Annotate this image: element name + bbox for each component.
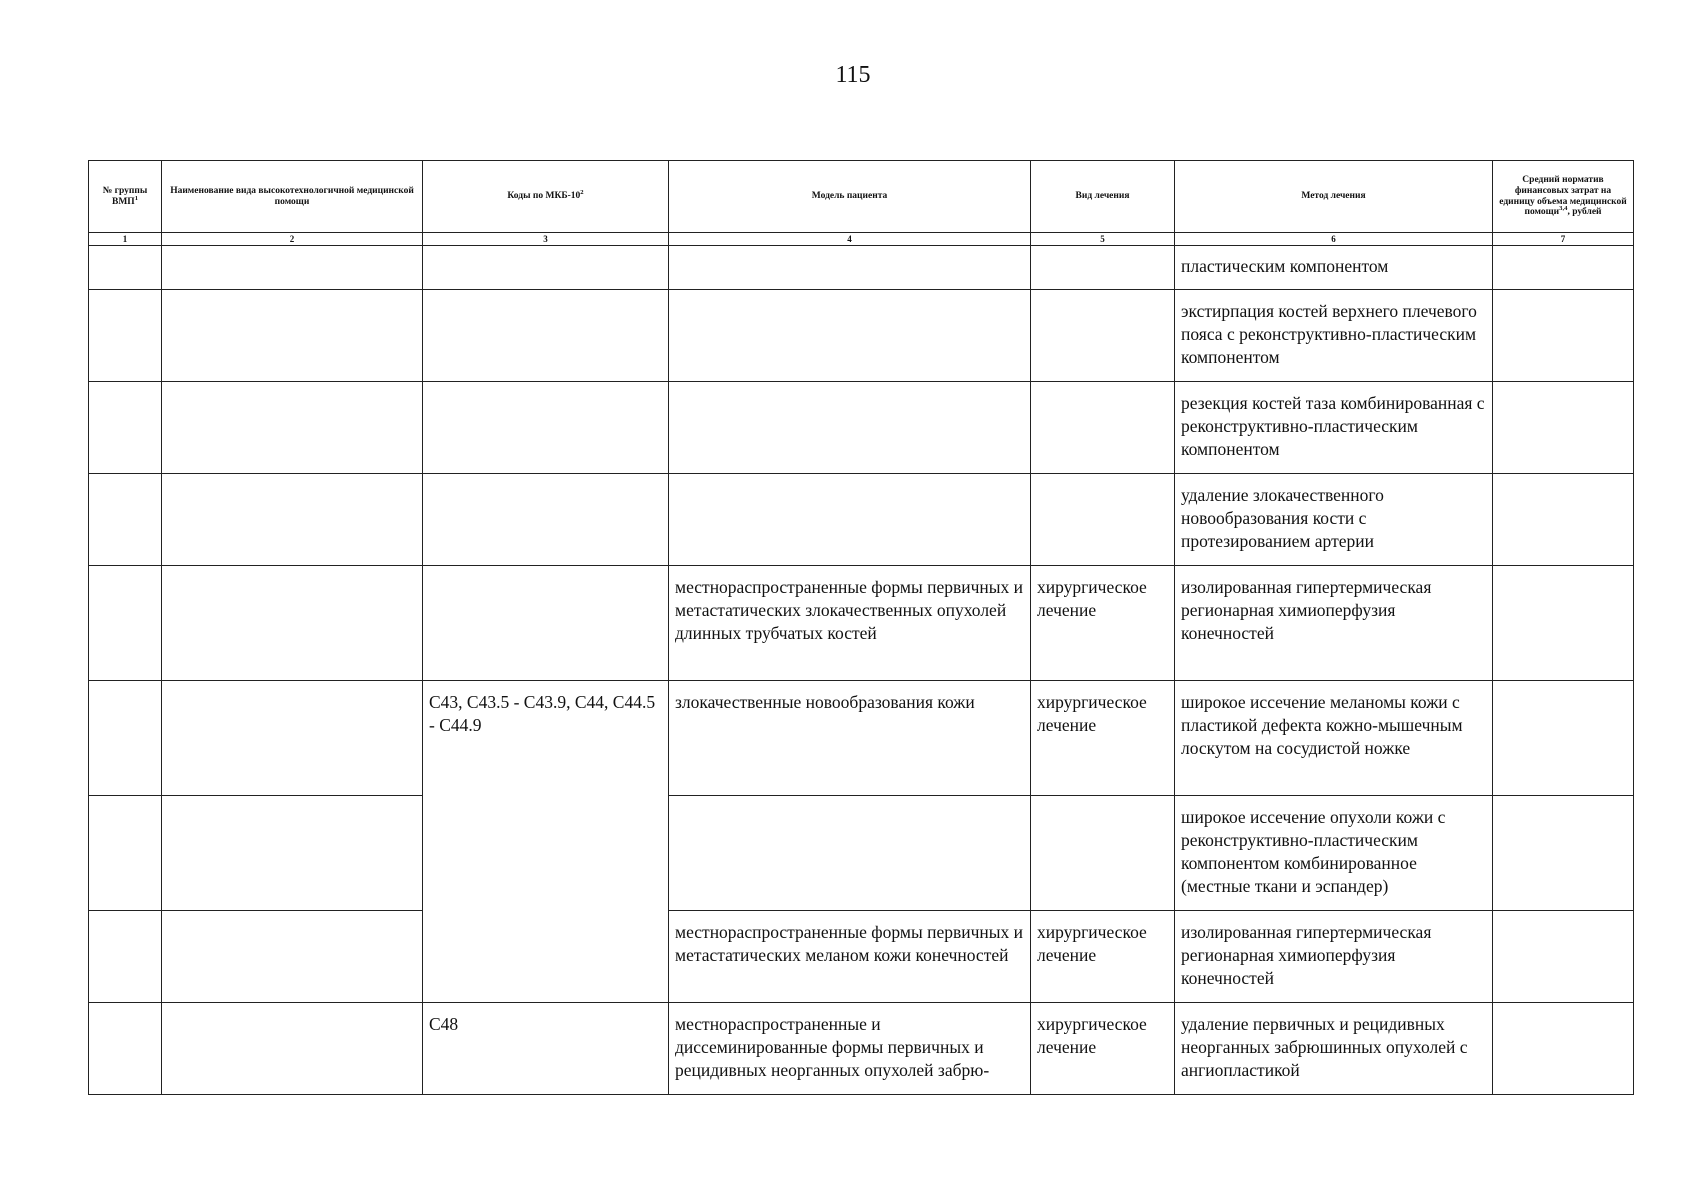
cell-treatment (1031, 382, 1175, 474)
cell-group (89, 681, 162, 796)
cell-cost (1493, 474, 1634, 566)
cell-group (89, 566, 162, 681)
header-treatment-type: Вид лечения (1031, 161, 1175, 233)
cell-method (1175, 911, 1493, 1003)
cell-treatment (1031, 1003, 1175, 1095)
cell-cost (1493, 681, 1634, 796)
cell-model (669, 1003, 1031, 1095)
cell-group (89, 382, 162, 474)
cell-care-type (162, 566, 423, 681)
treatment-text: хирургическое лечение (1037, 692, 1147, 735)
cell-care-type (162, 474, 423, 566)
column-number: 7 (1493, 233, 1634, 246)
cell-group (89, 290, 162, 382)
cell-treatment (1031, 796, 1175, 911)
cell-treatment (1031, 246, 1175, 290)
column-number: 6 (1175, 233, 1493, 246)
table-row (89, 246, 1634, 290)
cell-method (1175, 474, 1493, 566)
model-text: злокачественные новообразования кожи (675, 692, 975, 712)
cell-codes (423, 566, 669, 681)
cell-cost (1493, 566, 1634, 681)
cell-group (89, 796, 162, 911)
cell-treatment (1031, 474, 1175, 566)
cell-care-type (162, 911, 423, 1003)
method-text: широкое иссечение меланомы кожи с пластикой дефекта кожно-мышечным лоскутом на сосудистой ножке (1181, 692, 1463, 758)
cell-model (669, 566, 1031, 681)
method-text: резекция костей таза комбинированная с реконструктивно-пластическим компонентом (1181, 393, 1485, 459)
cell-cost (1493, 796, 1634, 911)
cell-model (669, 681, 1031, 796)
table-row (89, 1003, 1634, 1095)
method-text: широкое иссечение опухоли кожи с реконструктивно-пластическим компонентом комбинированное (местные ткани и эспандер) (1181, 807, 1446, 896)
model-text: местнораспространенные формы первичных и метастатических меланом кожи конечностей (675, 922, 1024, 965)
cell-model (669, 474, 1031, 566)
model-text: местнораспространенные формы первичных и метастатических злокачественных опухолей длинных трубчатых костей (675, 577, 1024, 643)
cell-codes (423, 290, 669, 382)
cell-cost (1493, 246, 1634, 290)
table-row (89, 566, 1634, 681)
cell-method (1175, 382, 1493, 474)
header-treatment-method: Метод лечения (1175, 161, 1493, 233)
cell-treatment (1031, 911, 1175, 1003)
header-patient-model: Модель пациента (669, 161, 1031, 233)
cell-method (1175, 290, 1493, 382)
cell-model (669, 382, 1031, 474)
cell-care-type (162, 246, 423, 290)
header-group-number: № группы ВМП$^1$ (89, 161, 162, 233)
table-row (89, 382, 1634, 474)
cell-care-type (162, 681, 423, 796)
column-number: 4 (669, 233, 1031, 246)
cell-model (669, 246, 1031, 290)
cell-codes (423, 474, 669, 566)
column-number-row (89, 233, 1634, 246)
cell-method (1175, 681, 1493, 796)
page-number: 115 (835, 62, 871, 88)
method-text: пластическим компонентом (1181, 256, 1389, 276)
column-number: 1 (89, 233, 162, 246)
cell-method (1175, 1003, 1493, 1095)
table-row (89, 796, 1634, 911)
table-row (89, 681, 1634, 796)
cell-cost (1493, 290, 1634, 382)
cell-model (669, 911, 1031, 1003)
header-average-cost: Средний норматив финансовых затрат на единицу объема медицинской помощи$^{3,4}$, рублей (1493, 161, 1634, 233)
cell-care-type (162, 796, 423, 911)
method-text: удаление первичных и рецидивных неорганных забрюшинных опухолей с ангиопластикой (1181, 1014, 1468, 1080)
cell-codes (423, 1003, 669, 1095)
method-text: экстирпация костей верхнего плечевого пояса с реконструктивно-пластическим компонентом (1181, 301, 1477, 367)
column-number: 3 (423, 233, 669, 246)
column-number: 2 (162, 233, 423, 246)
treatment-text: хирургическое лечение (1037, 577, 1147, 620)
model-text: местнораспространенные и диссеминированные формы первичных и рецидивных неорганных опухолей забрю- (675, 1014, 990, 1080)
method-text: удаление злокачественного новообразования кости с протезированием артерии (1181, 485, 1384, 551)
treatment-text: хирургическое лечение (1037, 1014, 1147, 1057)
method-text: изолированная гипертермическая регионарная химиоперфузия конечностей (1181, 922, 1432, 988)
cell-group (89, 246, 162, 290)
cell-codes (423, 681, 669, 1003)
cell-group (89, 1003, 162, 1095)
cell-method (1175, 246, 1493, 290)
cell-treatment (1031, 290, 1175, 382)
codes-text: C43, C43.5 - C43.9, C44, C44.5 - C44.9 (429, 692, 656, 735)
codes-text: C48 (429, 1014, 459, 1034)
cell-codes (423, 382, 669, 474)
cell-group (89, 474, 162, 566)
cell-method (1175, 796, 1493, 911)
vmp-table (88, 160, 1634, 1095)
cell-cost (1493, 911, 1634, 1003)
table-row (89, 290, 1634, 382)
treatment-text: хирургическое лечение (1037, 922, 1147, 965)
cell-cost (1493, 1003, 1634, 1095)
cell-cost (1493, 382, 1634, 474)
cell-care-type (162, 1003, 423, 1095)
cell-treatment (1031, 566, 1175, 681)
header-care-type-name: Наименование вида высокотехнологичной медицинской помощи (162, 161, 423, 233)
cell-treatment (1031, 681, 1175, 796)
table-row (89, 911, 1634, 1003)
cell-care-type (162, 290, 423, 382)
header-row (89, 161, 1634, 233)
column-number: 5 (1031, 233, 1175, 246)
cell-model (669, 796, 1031, 911)
cell-codes (423, 246, 669, 290)
header-icd-codes: Коды по МКБ-$10^2$ (423, 161, 669, 233)
cell-care-type (162, 382, 423, 474)
table-row (89, 474, 1634, 566)
cell-model (669, 290, 1031, 382)
cell-group (89, 911, 162, 1003)
method-text: изолированная гипертермическая регионарная химиоперфузия конечностей (1181, 577, 1432, 643)
cell-method (1175, 566, 1493, 681)
